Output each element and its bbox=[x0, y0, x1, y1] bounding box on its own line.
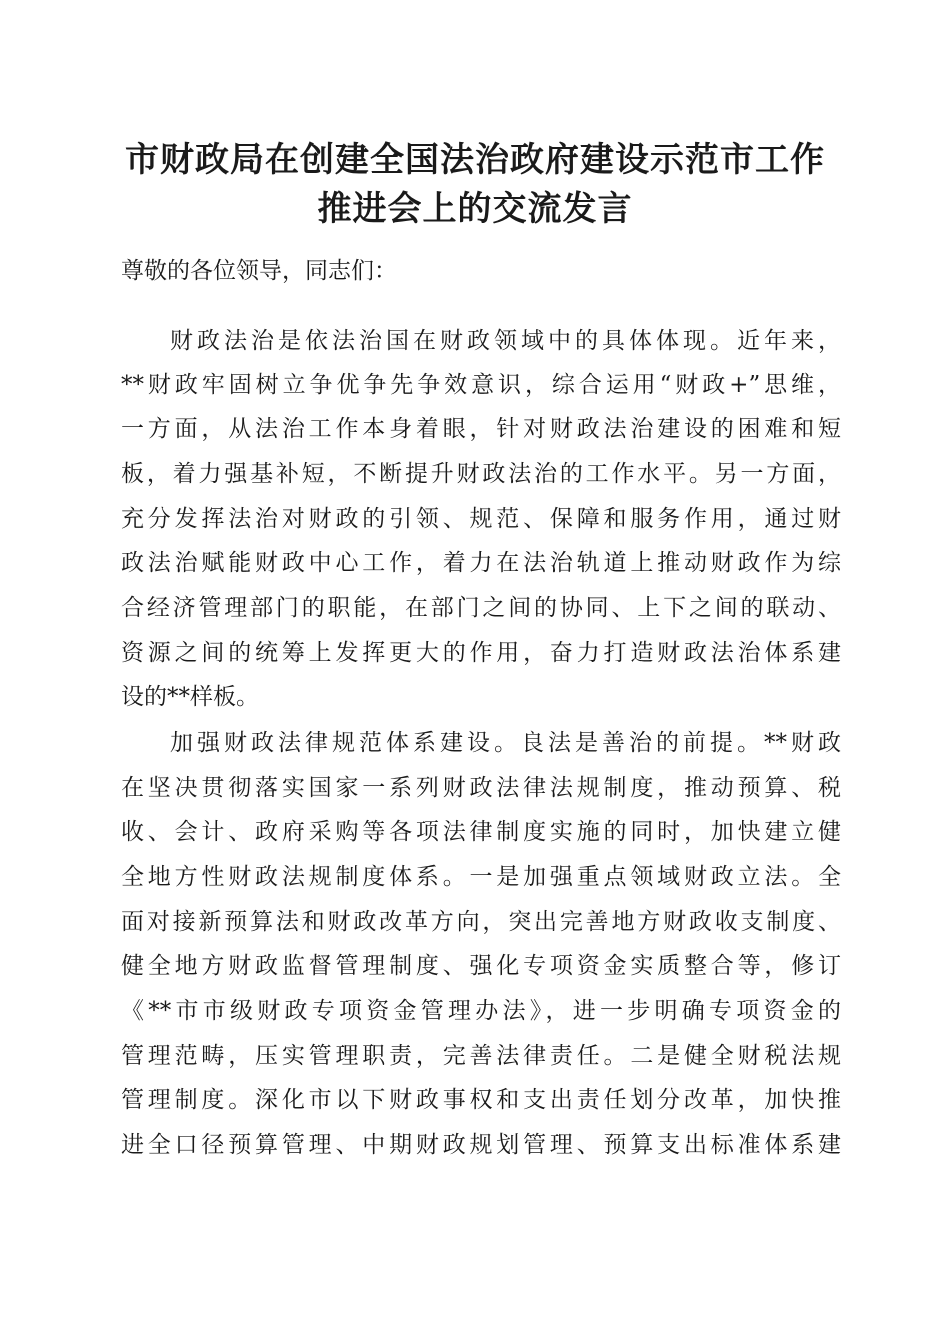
document-title-line-1: 市财政局在创建全国法治政府建设示范市工作 bbox=[125, 140, 825, 180]
document-title-line-2: 推进会上的交流发言 bbox=[317, 189, 633, 229]
paragraph-line: **财政牢固树立争优争先争效意识，综合运用“财政+”思维， bbox=[121, 372, 841, 398]
paragraph-line: 加强财政法律规范体系建设。良法是善治的前提。**财政 bbox=[170, 730, 841, 756]
paragraph-line: 充分发挥法治对财政的引领、规范、保障和服务作用，通过财 bbox=[121, 506, 841, 532]
paragraph-line: 政法治赋能财政中心工作，着力在法治轨道上推动财政作为综 bbox=[121, 550, 841, 576]
paragraph-line: 收、会计、政府采购等各项法律制度实施的同时，加快建立健 bbox=[121, 819, 841, 845]
paragraph-line: 全地方性财政法规制度体系。一是加强重点领域财政立法。全 bbox=[121, 864, 841, 890]
paragraph-line: 健全地方财政监督管理制度、强化专项资金实质整合等，修订 bbox=[121, 953, 841, 979]
paragraph-line: 一方面，从法治工作本身着眼，针对财政法治建设的困难和短 bbox=[121, 416, 841, 442]
paragraph-line: 管理范畴，压实管理职责，完善法律责任。二是健全财税法规 bbox=[121, 1043, 841, 1069]
paragraph-line: 财政法治是依法治国在财政领域中的具体体现。近年来， bbox=[170, 328, 841, 354]
salutation: 尊敬的各位领导，同志们： bbox=[121, 258, 397, 284]
paragraph-line: 设的**样板。 bbox=[121, 684, 259, 710]
paragraph-line: 《**市市级财政专项资金管理办法》，进一步明确专项资金的 bbox=[121, 998, 841, 1024]
paragraph-line: 在坚决贯彻落实国家一系列财政法律法规制度，推动预算、税 bbox=[121, 775, 841, 801]
paragraph-line: 资源之间的统筹上发挥更大的作用，奋力打造财政法治体系建 bbox=[121, 640, 841, 666]
paragraph-line: 合经济管理部门的职能，在部门之间的协同、上下之间的联动、 bbox=[121, 595, 841, 621]
paragraph-line: 板，着力强基补短，不断提升财政法治的工作水平。另一方面， bbox=[121, 461, 841, 487]
paragraph-line: 进全口径预算管理、中期财政规划管理、预算支出标准体系建 bbox=[121, 1132, 841, 1158]
paragraph-line: 面对接新预算法和财政改革方向，突出完善地方财政收支制度、 bbox=[121, 909, 841, 935]
paragraph-line: 管理制度。深化市以下财政事权和支出责任划分改革，加快推 bbox=[121, 1087, 841, 1113]
